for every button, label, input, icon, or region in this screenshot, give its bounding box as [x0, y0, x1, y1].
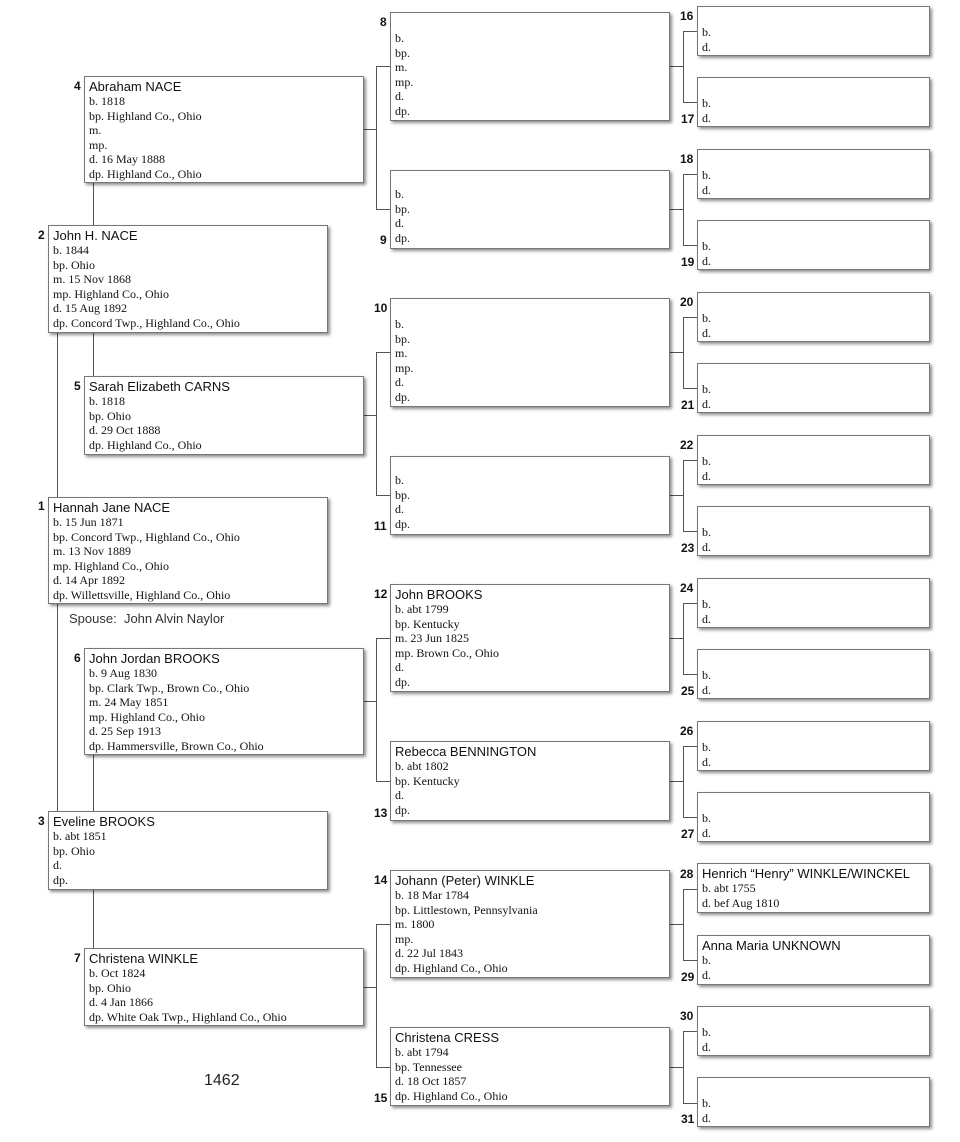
death-date: d.	[702, 682, 711, 697]
person-number: 1	[38, 499, 45, 513]
birth-date: b. abt 1794	[395, 1045, 449, 1059]
person-name: Henrich “Henry” WINKLE/WINCKEL	[702, 866, 911, 881]
person-number: 13	[374, 806, 388, 820]
death-place: dp.	[53, 872, 68, 887]
death-date: d.	[702, 1110, 711, 1125]
marriage-date: m.	[89, 123, 102, 138]
death-place: dp.	[395, 802, 410, 817]
person-name: Sarah Elizabeth CARNS	[89, 379, 230, 394]
birth-date: b.	[702, 96, 711, 110]
death-place: dp. Highland Co., Ohio	[395, 960, 508, 975]
marriage-date: m. 15 Nov 1868	[53, 272, 131, 287]
birth-date: b.	[702, 1096, 711, 1110]
birth-date: b. 15 Jun 1871	[53, 515, 124, 529]
birth-place: bp. Clark Twp., Brown Co., Ohio	[89, 680, 250, 695]
person-name: Eveline BROOKS	[53, 814, 155, 829]
death-place: dp. Highland Co., Ohio	[395, 1088, 508, 1103]
person-box-15[interactable]	[390, 1027, 670, 1106]
death-date: d.	[702, 325, 711, 340]
person-number: 15	[374, 1091, 388, 1105]
death-place: dp.	[395, 674, 410, 689]
birth-place: bp. Ohio	[89, 980, 131, 995]
birth-date: b.	[702, 953, 711, 967]
death-date: d.	[702, 1039, 711, 1054]
death-place: dp. Willettsville, Highland Co., Ohio	[53, 587, 231, 602]
birth-place: bp. Kentucky	[395, 616, 460, 631]
marriage-place: mp.	[395, 931, 414, 946]
death-place: dp.	[395, 103, 410, 118]
birth-date: b. Oct 1824	[89, 966, 146, 980]
person-number: 7	[74, 951, 81, 965]
birth-date: b.	[702, 525, 711, 539]
birth-date: b.	[395, 187, 404, 201]
person-number: 16	[680, 9, 694, 23]
birth-date: b.	[702, 740, 711, 754]
person-box-30[interactable]	[697, 1006, 930, 1056]
person-box-3[interactable]	[48, 811, 328, 890]
death-date: d.	[702, 611, 711, 626]
birth-date: b. 1844	[53, 243, 89, 257]
birth-date: b.	[395, 473, 404, 487]
person-name: Anna Maria UNKNOWN	[702, 938, 841, 953]
death-date: d.	[53, 858, 62, 873]
birth-date: b.	[702, 382, 711, 396]
person-number: 27	[681, 827, 695, 841]
death-date: d.	[702, 825, 711, 840]
death-date: d.	[702, 182, 711, 197]
person-number: 3	[38, 814, 45, 828]
birth-date: b. 1818	[89, 94, 125, 108]
person-number: 6	[74, 651, 81, 665]
death-date: d. 29 Oct 1888	[89, 423, 161, 438]
person-number: 19	[681, 255, 695, 269]
death-date: d.	[395, 89, 404, 104]
birth-place: bp.	[395, 331, 410, 346]
person-number: 22	[680, 438, 694, 452]
marriage-place: mp. Highland Co., Ohio	[53, 286, 169, 301]
person-box-29[interactable]	[697, 935, 930, 985]
birth-place: bp. Ohio	[53, 257, 95, 272]
person-number: 9	[380, 233, 387, 247]
birth-date: b. abt 1755	[702, 881, 756, 895]
person-box-26[interactable]	[697, 721, 930, 771]
spouse-label: Spouse:	[69, 611, 117, 626]
person-number: 26	[680, 724, 694, 738]
person-number: 31	[681, 1112, 695, 1126]
birth-place: bp. Highland Co., Ohio	[89, 108, 202, 123]
death-date: d.	[395, 216, 404, 231]
person-number: 24	[680, 581, 694, 595]
person-box-20[interactable]	[697, 292, 930, 342]
birth-date: b. 18 Mar 1784	[395, 888, 469, 902]
birth-place: bp. Tennessee	[395, 1059, 462, 1074]
birth-place: bp.	[395, 487, 410, 502]
death-date: d.	[702, 396, 711, 411]
death-date: d. 22 Jul 1843	[395, 946, 464, 961]
birth-date: b. 1818	[89, 394, 125, 408]
birth-place: bp.	[395, 45, 410, 60]
birth-place: bp. Kentucky	[395, 773, 460, 788]
birth-date: b.	[702, 597, 711, 611]
birth-date: b.	[702, 668, 711, 682]
person-box-16[interactable]	[697, 6, 930, 56]
marriage-place: mp.	[89, 137, 108, 152]
person-box-21[interactable]	[697, 363, 930, 413]
death-place: dp. Concord Twp., Highland Co., Ohio	[53, 315, 240, 330]
person-box-12[interactable]	[390, 584, 670, 692]
death-date: d.	[702, 39, 711, 54]
death-date: d. 25 Sep 1913	[89, 724, 161, 739]
person-number: 28	[680, 867, 694, 881]
person-box-10[interactable]	[390, 298, 670, 407]
person-number: 12	[374, 587, 388, 601]
death-date: d.	[702, 468, 711, 483]
person-number: 11	[374, 519, 387, 533]
person-name: Christena WINKLE	[89, 951, 199, 966]
marriage-date: m.	[395, 60, 408, 75]
birth-place: bp. Ohio	[89, 408, 131, 423]
person-box-5[interactable]	[84, 376, 364, 455]
death-place: dp. Highland Co., Ohio	[89, 166, 202, 181]
person-number: 17	[681, 112, 695, 126]
death-date: d. bef Aug 1810	[702, 895, 780, 910]
death-place: dp.	[395, 230, 410, 245]
person-box-22[interactable]	[697, 435, 930, 485]
death-date: d. 4 Jan 1866	[89, 995, 153, 1010]
death-place: dp. White Oak Twp., Highland Co., Ohio	[89, 1009, 287, 1024]
death-date: d.	[395, 502, 404, 517]
birth-date: b.	[702, 168, 711, 182]
person-number: 29	[681, 970, 695, 984]
death-date: d. 14 Apr 1892	[53, 573, 125, 588]
birth-date: b. abt 1802	[395, 759, 449, 773]
death-date: d. 18 Oct 1857	[395, 1074, 467, 1089]
death-date: d.	[395, 788, 404, 803]
person-box-2[interactable]	[48, 225, 328, 333]
birth-place: bp. Ohio	[53, 843, 95, 858]
person-box-6[interactable]	[84, 648, 364, 755]
person-box-23[interactable]	[697, 506, 930, 556]
person-box-18[interactable]	[697, 149, 930, 199]
marriage-place: mp. Brown Co., Ohio	[395, 645, 500, 660]
person-name: John Jordan BROOKS	[89, 651, 220, 666]
birth-date: b. 9 Aug 1830	[89, 666, 158, 680]
birth-place: bp. Concord Twp., Highland Co., Ohio	[53, 529, 240, 544]
person-number: 20	[680, 295, 694, 309]
marriage-date: m. 13 Nov 1889	[53, 544, 131, 559]
person-box-13[interactable]	[390, 741, 670, 821]
person-number: 5	[74, 379, 81, 393]
birth-date: b.	[702, 25, 711, 39]
person-box-19[interactable]	[697, 220, 930, 270]
birth-date: b.	[395, 31, 404, 45]
birth-place: bp.	[395, 201, 410, 216]
person-number: 18	[680, 152, 694, 166]
person-number: 8	[380, 15, 387, 29]
person-name: Abraham NACE	[89, 79, 182, 94]
person-number: 23	[681, 541, 695, 555]
marriage-date: m. 1800	[395, 917, 435, 932]
person-name: Christena CRESS	[395, 1030, 500, 1045]
death-place: dp. Hammersville, Brown Co., Ohio	[89, 738, 264, 753]
birth-date: b.	[395, 317, 404, 331]
person-box-31[interactable]	[697, 1077, 930, 1127]
marriage-place: mp.	[395, 74, 414, 89]
death-place: dp. Highland Co., Ohio	[89, 437, 202, 452]
person-number: 21	[681, 398, 695, 412]
person-name: Johann (Peter) WINKLE	[395, 873, 535, 888]
person-number: 10	[374, 301, 388, 315]
birth-date: b.	[702, 454, 711, 468]
person-box-7[interactable]	[84, 948, 364, 1026]
marriage-date: m. 24 May 1851	[89, 695, 169, 710]
birth-date: b.	[702, 811, 711, 825]
marriage-place: mp. Highland Co., Ohio	[89, 709, 205, 724]
death-place: dp.	[395, 516, 410, 531]
person-box-1[interactable]	[48, 497, 328, 604]
person-box-8[interactable]	[390, 12, 670, 121]
death-date: d.	[702, 539, 711, 554]
spouse-line	[69, 611, 224, 626]
death-place: dp.	[395, 389, 410, 404]
person-box-25[interactable]	[697, 649, 930, 699]
person-box-27[interactable]	[697, 792, 930, 842]
person-number: 25	[681, 684, 695, 698]
person-box-28[interactable]	[697, 863, 930, 913]
person-name: Rebecca BENNINGTON	[395, 744, 537, 759]
death-date: d.	[702, 253, 711, 268]
marriage-date: m.	[395, 346, 408, 361]
person-number: 14	[374, 873, 388, 887]
death-date: d. 15 Aug 1892	[53, 301, 128, 316]
person-number: 2	[38, 228, 45, 242]
person-number: 4	[74, 79, 81, 93]
person-box-17[interactable]	[697, 77, 930, 127]
person-number: 30	[680, 1009, 694, 1023]
person-name: John H. NACE	[53, 228, 138, 243]
spouse-name: John Alvin Naylor	[123, 611, 225, 626]
death-date: d.	[702, 110, 711, 125]
marriage-place: mp. Highland Co., Ohio	[53, 558, 169, 573]
page-number: 1462	[204, 1072, 240, 1089]
person-name: Hannah Jane NACE	[53, 500, 171, 515]
birth-place: bp. Littlestown, Pennsylvania	[395, 902, 538, 917]
person-box-9[interactable]	[390, 170, 670, 249]
marriage-place: mp.	[395, 360, 414, 375]
person-box-11[interactable]	[390, 456, 670, 535]
marriage-date: m. 23 Jun 1825	[395, 631, 470, 646]
birth-date: b. abt 1799	[395, 602, 449, 616]
death-date: d.	[395, 660, 404, 675]
person-name: John BROOKS	[395, 587, 483, 602]
birth-date: b. abt 1851	[53, 829, 107, 843]
death-date: d. 16 May 1888	[89, 152, 165, 167]
death-date: d.	[702, 967, 711, 982]
death-date: d.	[395, 375, 404, 390]
person-box-14[interactable]	[390, 870, 670, 978]
person-box-4[interactable]	[84, 76, 364, 183]
birth-date: b.	[702, 311, 711, 325]
birth-date: b.	[702, 239, 711, 253]
person-box-24[interactable]	[697, 578, 930, 628]
birth-date: b.	[702, 1025, 711, 1039]
death-date: d.	[702, 754, 711, 769]
